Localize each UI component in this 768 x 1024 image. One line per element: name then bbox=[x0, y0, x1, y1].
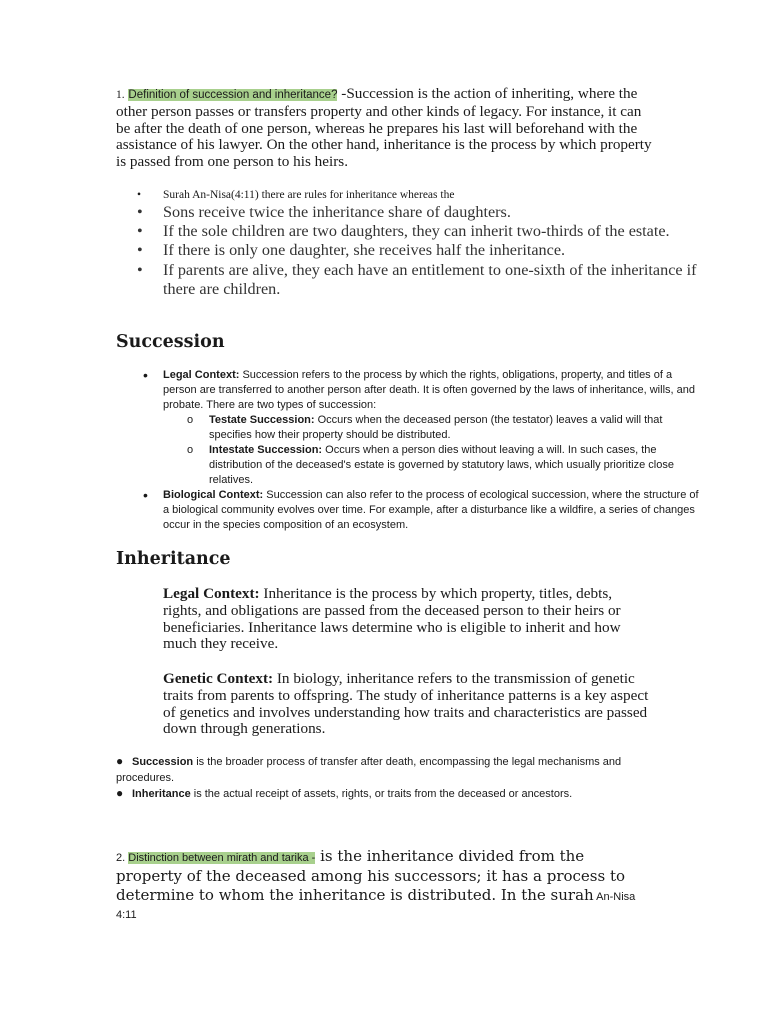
inheritance-legal-paragraph bbox=[163, 586, 653, 653]
section-1-paragraph bbox=[116, 86, 656, 171]
testate-label: Testate Succession: bbox=[209, 414, 315, 426]
section-2-tail: An-Nisa 4:11 bbox=[116, 891, 636, 921]
succession-legal-item bbox=[163, 368, 703, 488]
inheritance-genetic-text: In biology, inheritance refers to the transmission of genetic traits from parents to offspring. The study of inheritance patterns is a key aspect of genetics and involves understanding how traits and characteristics are passed down through generations. bbox=[163, 670, 649, 738]
inheritance-legal-label: Legal Context: bbox=[163, 585, 260, 602]
summary-inheritance-item bbox=[116, 786, 656, 803]
intestate-text: Occurs when a person dies without leaving a will. In such cases, the distribution of the deceased's estate is governed by statutory laws, which usually prioritize close relatives. bbox=[209, 444, 674, 486]
testate-text: Occurs when the deceased person (the testator) leaves a valid will that specifies how their property should be distributed. bbox=[209, 414, 663, 441]
section-2-number: 2. bbox=[116, 852, 126, 864]
succession-bio-label: Biological Context: bbox=[163, 489, 264, 501]
summary-inheritance-text: is the actual receipt of assets, rights, or traits from the deceased or ancestors. bbox=[190, 788, 573, 800]
section-1-heading: Definition of succession and inheritance? bbox=[128, 89, 338, 101]
quran-rule-item: • Sons receive twice the inheritance share of daughters. bbox=[163, 203, 703, 222]
intestate-label: Intestate Succession: bbox=[209, 444, 323, 456]
section-2-paragraph bbox=[116, 848, 651, 924]
inheritance-genetic-label: Genetic Context: bbox=[163, 670, 274, 687]
section-1-number: 1. bbox=[116, 89, 125, 101]
inheritance-genetic-paragraph bbox=[163, 671, 653, 738]
summary-succession-item bbox=[116, 754, 656, 786]
inheritance-heading: Inheritance bbox=[116, 549, 231, 569]
quran-rule-item: • If parents are alive, they each have an entitlement to one-sixth of the inheritance if there are children. bbox=[163, 261, 703, 299]
summary-succession-label: Succession bbox=[132, 756, 194, 768]
testate-item bbox=[209, 413, 703, 443]
intestate-item bbox=[209, 443, 703, 488]
inheritance-legal-text: Inheritance is the process by which property, titles, debts, rights, and obligations are passed from the deceased person to their heirs or beneficiaries. Inheritance laws determine who is eligible to inherit and how much they receive. bbox=[163, 585, 621, 653]
succession-types-list bbox=[163, 413, 703, 488]
quran-rules-list bbox=[116, 187, 703, 299]
succession-list bbox=[116, 368, 703, 533]
summary-succession-text: is the broader process of transfer after death, encompassing the legal mechanisms and procedures. bbox=[116, 756, 622, 784]
section-1-text: -Succession is the action of inheriting, where the other person passes or transfers property and other kinds of legacy. For instance, it can be after the death of one person, whereas he prepares his last will beforehand with the assistance of his lawyer. On the other hand, inheritance is the process by which property is passed from one person to his heirs. bbox=[116, 85, 652, 171]
quran-rule-item: • If there is only one daughter, she receives half the inheritance. bbox=[163, 241, 703, 260]
succession-legal-text: Succession refers to the process by which the rights, obligations, property, and titles of a person are transferred to another person after death. It is often governed by the laws of inheritance, wills, and probate. There are two types of succession: bbox=[163, 369, 695, 411]
quran-rule-item: • If the sole children are two daughters, they can inherit two-thirds of the estate. bbox=[163, 222, 703, 241]
summary-list bbox=[116, 754, 656, 803]
succession-bio-text: Succession can also refer to the process of ecological succession, where the structure of a biological community evolves over time. For example, after a disturbance like a wildfire, a series of changes occur in the species composition of an ecosystem. bbox=[163, 489, 699, 531]
section-2-text: is the inheritance divided from the property of the deceased among his successors; it has a process to determine to whom the inheritance is distributed. In the surah bbox=[116, 847, 626, 904]
bullet-icon: ● bbox=[116, 786, 124, 800]
succession-bio-item bbox=[163, 488, 703, 533]
succession-heading: Succession bbox=[116, 332, 225, 352]
succession-legal-label: Legal Context: bbox=[163, 369, 240, 381]
quran-rules-intro: • Surah An-Nisa(4:11) there are rules for inheritance whereas the bbox=[163, 187, 703, 203]
section-2-heading: Distinction between mirath and tarika - bbox=[128, 852, 316, 864]
bullet-icon: ● bbox=[116, 754, 124, 768]
summary-inheritance-label: Inheritance bbox=[132, 788, 191, 800]
